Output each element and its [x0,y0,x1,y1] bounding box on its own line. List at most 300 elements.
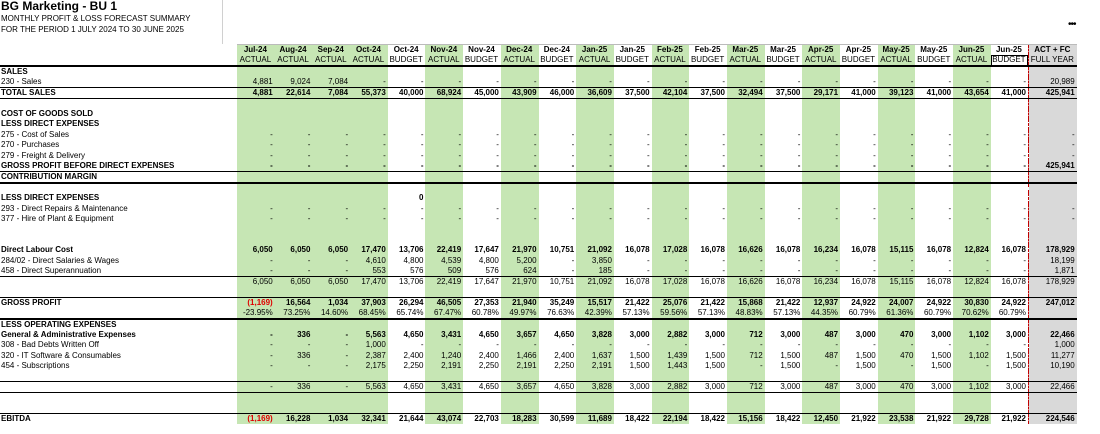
value-cell[interactable]: 22,194 [652,414,690,425]
value-cell[interactable]: 553 [350,266,388,277]
value-cell[interactable]: 49.97% [501,308,539,319]
value-cell[interactable] [915,183,953,193]
value-cell[interactable]: - [420,214,424,224]
value-cell[interactable]: - [652,140,690,150]
value-cell[interactable] [1028,371,1076,381]
value-cell[interactable] [350,235,388,245]
value-cell[interactable]: - [727,340,765,350]
value-cell[interactable]: 16,564 [275,297,313,308]
value-cell[interactable]: 16,626 [727,245,765,255]
value-cell[interactable] [463,371,501,381]
value-cell[interactable]: - [878,150,916,160]
value-cell[interactable] [312,319,350,330]
value-cell[interactable]: - [797,340,801,350]
value-cell[interactable] [1028,99,1076,109]
value-cell[interactable] [878,235,916,245]
value-cell[interactable] [614,235,652,245]
value-cell[interactable]: 16,078 [1001,245,1026,255]
value-cell[interactable] [953,235,991,245]
value-cell[interactable]: - [237,214,275,224]
value-cell[interactable] [388,109,426,119]
value-cell[interactable] [350,171,388,183]
month-header-cell[interactable]: Oct-24 [388,45,426,56]
row-label[interactable]: COST OF GOODS SOLD [1,109,94,119]
value-cell[interactable] [802,193,840,203]
value-cell[interactable]: - [501,204,539,214]
value-cell[interactable]: - [312,266,350,277]
value-cell[interactable]: 41,000 [915,88,953,99]
value-cell[interactable] [614,171,652,183]
value-cell[interactable]: - [727,266,765,277]
type-header-cell[interactable]: BUDGET [991,55,1029,66]
value-cell[interactable] [463,235,501,245]
value-cell[interactable]: 61.36% [878,308,916,319]
value-cell[interactable]: - [425,77,463,88]
value-cell[interactable]: 6,050 [237,245,275,255]
value-cell[interactable] [727,371,765,381]
value-cell[interactable]: 2,250 [403,361,424,371]
value-cell[interactable] [388,224,426,234]
value-cell[interactable]: - [873,150,876,160]
value-cell[interactable] [614,287,652,297]
value-cell[interactable] [652,171,690,183]
value-cell[interactable]: 1,034 [312,414,350,425]
value-cell[interactable] [463,287,501,297]
value-cell[interactable]: 30,830 [953,297,991,308]
value-cell[interactable] [463,224,501,234]
value-cell[interactable] [840,99,878,109]
value-cell[interactable]: - [571,129,575,139]
month-header-cell[interactable]: Jan-25 [576,45,614,56]
value-cell[interactable] [727,109,765,119]
value-cell[interactable] [501,371,539,381]
value-cell[interactable]: 4,650 [478,330,499,340]
value-cell[interactable]: 1,240 [425,351,463,361]
value-cell[interactable] [463,109,501,119]
value-cell[interactable]: 12,824 [953,276,991,287]
value-cell[interactable]: - [312,351,350,361]
value-cell[interactable] [1028,109,1076,119]
value-cell[interactable]: - [571,340,575,350]
value-cell[interactable]: - [496,340,499,350]
value-cell[interactable]: 16,078 [840,276,878,287]
value-cell[interactable]: - [496,140,499,150]
value-cell[interactable] [275,235,313,245]
value-cell[interactable]: - [496,214,499,224]
value-cell[interactable]: - [501,161,539,172]
value-cell[interactable]: 3,000 [840,382,878,393]
value-cell[interactable]: 16,078 [991,276,1029,287]
value-cell[interactable]: 1,500 [1005,350,1026,360]
value-cell[interactable] [991,287,1029,297]
value-cell[interactable]: - [652,256,690,266]
value-cell[interactable]: 21,922 [840,414,878,425]
value-cell[interactable]: 17,470 [350,245,388,255]
value-cell[interactable] [501,235,539,245]
value-cell[interactable] [652,393,690,403]
value-cell[interactable] [539,66,577,77]
value-cell[interactable]: 16,234 [802,276,840,287]
value-cell[interactable]: - [802,361,840,371]
value-cell[interactable]: - [501,214,539,224]
value-cell[interactable] [463,193,501,203]
value-cell[interactable]: - [652,204,690,214]
value-cell[interactable] [991,371,1029,381]
value-cell[interactable]: - [727,130,765,140]
row-label[interactable]: CONTRIBUTION MARGIN [0,171,237,183]
value-cell[interactable] [652,287,690,297]
value-cell[interactable] [765,66,803,77]
value-cell[interactable]: - [873,77,876,86]
value-cell[interactable]: - [646,340,650,350]
value-cell[interactable]: - [614,161,652,172]
row-label[interactable]: 230 - Sales [1,77,42,86]
value-cell[interactable]: 48.83% [727,308,765,319]
value-cell[interactable] [991,99,1029,109]
value-cell[interactable]: - [576,161,614,172]
value-cell[interactable]: - [237,266,275,277]
value-cell[interactable] [840,319,878,330]
value-cell[interactable]: 4,650 [403,330,424,340]
value-cell[interactable] [312,183,350,193]
type-header-cell[interactable]: ACTUAL [501,55,539,66]
value-cell[interactable] [350,319,388,330]
value-cell[interactable] [312,403,350,413]
value-cell[interactable]: 4,539 [425,256,463,266]
value-cell[interactable]: - [425,204,463,214]
value-cell[interactable] [501,66,539,77]
value-cell[interactable] [539,109,577,119]
value-cell[interactable] [878,224,916,234]
value-cell[interactable]: - [1023,340,1026,350]
value-cell[interactable]: - [991,161,1029,172]
value-cell[interactable]: 45,000 [463,88,501,99]
value-cell[interactable] [614,393,652,403]
value-cell[interactable]: 3,850 [576,256,614,266]
value-cell[interactable]: 3,000 [931,330,952,340]
value-cell[interactable]: - [496,129,499,139]
value-cell[interactable] [463,393,501,403]
value-cell[interactable]: - [652,130,690,140]
value-cell[interactable]: 16,234 [802,245,840,255]
value-cell[interactable] [539,403,577,413]
value-cell[interactable] [953,319,991,330]
value-cell[interactable] [425,224,463,234]
value-cell[interactable]: - [1028,150,1076,160]
value-cell[interactable]: - [802,340,840,350]
value-cell[interactable] [501,193,539,203]
value-cell[interactable]: - [646,150,650,160]
value-cell[interactable] [727,171,765,183]
value-cell[interactable] [425,371,463,381]
value-cell[interactable]: - [948,129,952,139]
type-header-cell[interactable]: BUDGET [614,55,652,66]
value-cell[interactable]: 2,191 [425,361,463,371]
value-cell[interactable] [501,171,539,183]
value-cell[interactable] [953,371,991,381]
value-cell[interactable] [1028,393,1076,403]
value-cell[interactable] [840,287,878,297]
value-cell[interactable] [915,371,953,381]
type-header-cell[interactable]: ACTUAL [727,55,765,66]
value-cell[interactable] [802,109,840,119]
value-cell[interactable] [1028,66,1076,77]
value-cell[interactable]: - [425,130,463,140]
value-cell[interactable] [727,183,765,193]
value-cell[interactable] [275,99,313,109]
value-cell[interactable]: 16,078 [765,276,803,287]
value-cell[interactable] [312,171,350,183]
value-cell[interactable] [237,319,275,330]
value-cell[interactable] [953,99,991,109]
value-cell[interactable]: 46,000 [539,88,577,99]
value-cell[interactable]: - [727,361,765,371]
value-cell[interactable]: 712 [727,382,765,393]
type-header-cell[interactable]: ACTUAL [350,55,388,66]
value-cell[interactable]: - [312,130,350,140]
value-cell[interactable]: 6,050 [237,276,275,287]
value-cell[interactable]: - [953,266,991,277]
value-cell[interactable] [840,193,878,203]
value-cell[interactable] [576,183,614,193]
value-cell[interactable]: 17,028 [652,245,690,255]
value-cell[interactable]: - [802,256,840,266]
value-cell[interactable] [727,224,765,234]
value-cell[interactable]: 43,654 [953,88,991,99]
value-cell[interactable]: 18,422 [765,414,803,425]
value-cell[interactable]: - [953,204,991,214]
value-cell[interactable] [727,119,765,129]
value-cell[interactable]: 487 [802,351,840,361]
value-cell[interactable] [425,393,463,403]
value-cell[interactable] [350,371,388,381]
value-cell[interactable] [953,287,991,297]
value-cell[interactable]: 10,751 [539,276,577,287]
value-cell[interactable]: - [275,361,313,371]
value-cell[interactable] [915,119,953,129]
value-cell[interactable]: - [722,203,725,213]
value-cell[interactable]: - [727,256,765,266]
value-cell[interactable] [312,393,350,403]
row-label[interactable]: LESS OPERATING EXPENSES [1,319,117,329]
value-cell[interactable]: 21,922 [991,414,1029,425]
value-cell[interactable] [350,66,388,77]
value-cell[interactable] [953,193,991,203]
value-cell[interactable] [878,371,916,381]
value-cell[interactable] [350,99,388,109]
value-cell[interactable] [425,183,463,193]
value-cell[interactable]: 42,104 [652,88,690,99]
value-cell[interactable] [689,287,727,297]
value-cell[interactable] [689,393,727,403]
value-cell[interactable]: - [727,140,765,150]
value-cell[interactable]: 42.39% [576,308,614,319]
value-cell[interactable] [501,319,539,330]
value-cell[interactable] [915,287,953,297]
value-cell[interactable]: - [571,150,575,160]
row-label[interactable]: 279 - Freight & Delivery [1,150,86,160]
value-cell[interactable] [237,193,275,203]
value-cell[interactable] [576,319,614,330]
value-cell[interactable] [388,319,426,330]
value-cell[interactable] [727,99,765,109]
value-cell[interactable]: 60.79% [915,308,953,319]
value-cell[interactable]: 10,190 [1028,361,1076,371]
value-cell[interactable] [689,371,727,381]
value-cell[interactable] [350,287,388,297]
value-cell[interactable]: - [722,214,725,224]
value-cell[interactable] [237,403,275,413]
value-cell[interactable] [312,287,350,297]
value-cell[interactable]: 37,500 [689,88,727,99]
value-cell[interactable] [802,183,840,193]
value-cell[interactable] [915,109,953,119]
value-cell[interactable]: 18,199 [1028,256,1076,266]
value-cell[interactable]: 39,123 [878,88,916,99]
value-cell[interactable] [953,393,991,403]
value-cell[interactable]: - [571,265,575,275]
value-cell[interactable]: - [953,361,991,371]
value-cell[interactable] [840,66,878,77]
value-cell[interactable] [275,193,313,203]
value-cell[interactable] [463,183,501,193]
value-cell[interactable] [576,287,614,297]
row-label[interactable] [0,235,237,245]
value-cell[interactable] [350,393,388,403]
value-cell[interactable] [275,287,313,297]
value-cell[interactable]: 29,728 [953,414,991,425]
value-cell[interactable] [576,403,614,413]
row-label[interactable]: 275 - Cost of Sales [1,129,70,139]
value-cell[interactable]: 1,500 [931,350,952,360]
value-cell[interactable]: 13,706 [399,245,424,255]
value-cell[interactable] [539,119,577,129]
value-cell[interactable]: 425,941 [1028,161,1076,172]
value-cell[interactable]: 1,102 [953,330,991,340]
value-cell[interactable]: 487 [802,382,840,393]
value-cell[interactable]: 4,650 [539,382,577,393]
value-cell[interactable]: - [312,204,350,214]
value-cell[interactable]: - [496,203,499,213]
value-cell[interactable] [991,193,1029,203]
value-cell[interactable]: - [312,330,350,340]
value-cell[interactable] [1028,224,1076,234]
value-cell[interactable]: - [652,214,690,224]
value-cell[interactable]: 25,076 [652,297,690,308]
value-cell[interactable] [501,119,539,129]
month-header-cell[interactable]: Dec-24 [501,45,539,56]
value-cell[interactable] [991,403,1029,413]
value-cell[interactable]: 336 [275,351,313,361]
month-header-cell[interactable]: Feb-25 [689,45,727,56]
value-cell[interactable] [802,371,840,381]
value-cell[interactable] [539,171,577,183]
month-header-cell[interactable]: Jan-25 [614,45,652,56]
value-cell[interactable] [840,119,878,129]
value-cell[interactable]: - [388,161,426,172]
value-cell[interactable]: - [1028,130,1076,140]
value-cell[interactable]: 43,909 [501,88,539,99]
value-cell[interactable] [802,119,840,129]
row-label[interactable]: GROSS PROFIT [0,297,237,308]
value-cell[interactable] [840,109,878,119]
value-cell[interactable]: - [948,265,952,275]
value-cell[interactable] [878,66,916,77]
value-cell[interactable]: - [501,77,539,88]
value-cell[interactable]: 16,228 [275,414,313,425]
value-cell[interactable]: - [646,265,650,275]
value-cell[interactable]: 15,517 [576,297,614,308]
value-cell[interactable] [425,193,463,203]
value-cell[interactable] [802,319,840,330]
row-label[interactable] [0,308,237,319]
value-cell[interactable]: 3,657 [501,330,539,340]
value-cell[interactable]: - [1023,203,1026,213]
value-cell[interactable]: 43,074 [425,414,463,425]
value-cell[interactable]: 4,881 [237,77,275,88]
value-cell[interactable] [312,119,350,129]
value-cell[interactable]: - [722,77,725,86]
value-cell[interactable]: 15,115 [878,245,916,255]
value-cell[interactable] [765,319,803,330]
value-cell[interactable]: - [722,340,725,350]
value-cell[interactable]: 16,078 [689,276,727,287]
value-cell[interactable] [953,109,991,119]
value-cell[interactable] [991,66,1029,77]
value-cell[interactable] [576,235,614,245]
value-cell[interactable]: - [953,77,991,88]
value-cell[interactable]: - [878,266,916,277]
value-cell[interactable]: - [797,255,801,265]
value-cell[interactable]: - [722,129,725,139]
value-cell[interactable]: 576 [485,265,499,275]
value-cell[interactable]: - [571,77,575,86]
value-cell[interactable] [689,224,727,234]
value-cell[interactable] [802,287,840,297]
value-cell[interactable]: - [797,129,801,139]
month-header-cell[interactable]: Dec-24 [539,45,577,56]
value-cell[interactable]: - [878,140,916,150]
row-label[interactable]: Direct Labour Cost [1,245,74,255]
value-cell[interactable] [312,371,350,381]
value-cell[interactable]: - [350,77,388,88]
more-options-icon[interactable]: ••• [1068,19,1076,30]
value-cell[interactable]: 22,466 [1028,330,1076,340]
value-cell[interactable]: - [878,361,916,371]
value-cell[interactable] [727,393,765,403]
value-cell[interactable] [576,109,614,119]
type-header-cell[interactable]: BUDGET [539,55,577,66]
value-cell[interactable]: - [797,265,801,275]
value-cell[interactable]: 60.79% [991,308,1029,319]
value-cell[interactable] [652,119,690,129]
type-header-cell[interactable]: BUDGET [463,55,501,66]
value-cell[interactable]: - [652,340,690,350]
value-cell[interactable]: 23,538 [878,414,916,425]
value-cell[interactable]: 55,373 [350,88,388,99]
value-cell[interactable]: 21,644 [388,414,426,425]
value-cell[interactable] [840,183,878,193]
value-cell[interactable] [953,403,991,413]
value-cell[interactable] [614,109,652,119]
value-cell[interactable] [614,371,652,381]
value-cell[interactable]: 4,610 [350,256,388,266]
value-cell[interactable]: 70.62% [953,308,991,319]
value-cell[interactable]: - [275,266,313,277]
value-cell[interactable] [501,99,539,109]
value-cell[interactable]: 11,277 [1028,351,1076,361]
value-cell[interactable]: 68,924 [425,88,463,99]
